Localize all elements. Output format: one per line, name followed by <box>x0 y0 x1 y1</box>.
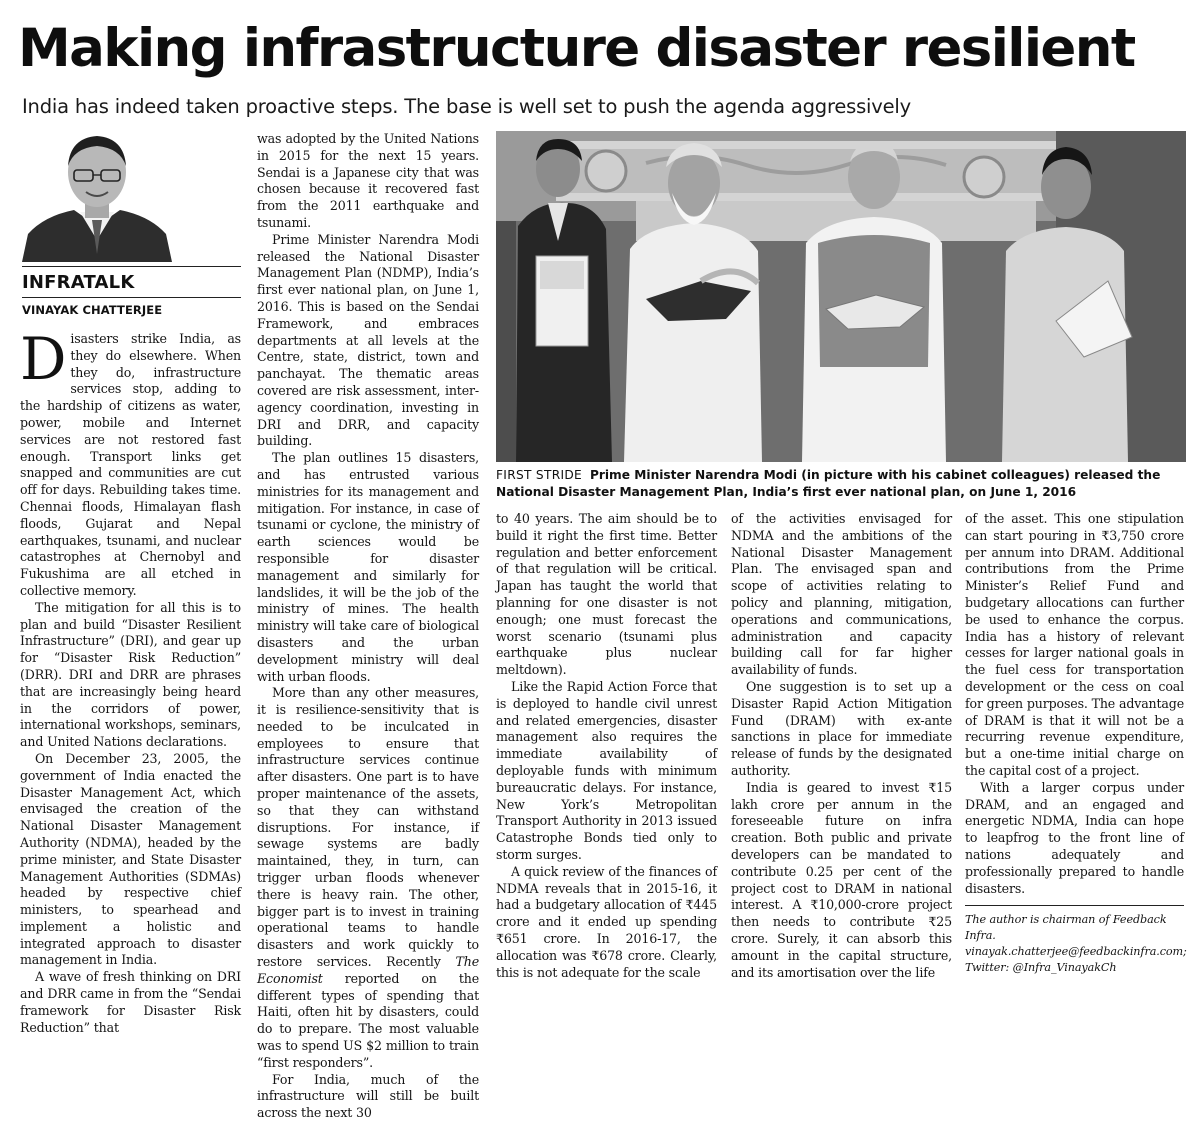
body-paragraph: to 40 years. The aim should be to build it right the first time. Better regulation and better enforcement of that regulation will be critical. Japan has taught the world that planning for one disaster is not enough; one must forecast the worst scenario (tsunami plus earthquake plus nuclear meltdown). <box>496 511 717 678</box>
column-rule-middle <box>22 297 241 298</box>
publication-name: The Economist <box>257 954 479 986</box>
body-paragraph: A wave of fresh thinking on DRI and DRR came in from the “Sendai framework for Disaster Risk Reduction” that <box>20 969 241 1035</box>
headline: Making infrastructure disaster resilient <box>18 18 1135 79</box>
body-paragraph: With a larger corpus under DRAM, and an engaged and energetic NDMA, India can hope to leapfrog to the front line of nations adequately and professionally prepared to handle disasters. <box>965 779 1184 896</box>
body-paragraph: For India, much of the infrastructure will still be built across the next 30 <box>257 1071 479 1121</box>
author-portrait <box>22 130 172 262</box>
body-column-4 <box>731 511 952 980</box>
body-column-3 <box>496 511 717 980</box>
body-paragraph: A quick review of the finances of NDMA reveals that in 2015-16, it had a budgetary allocation of ₹445 crore and it ended up spending ₹651 crore. In 2016-17, the allocation was ₹678 crore. Clearly, this is not adequate for the scale <box>496 863 717 980</box>
body-column-1 <box>20 325 241 1035</box>
body-column-5 <box>965 511 1187 975</box>
body-paragraph: One suggestion is to set up a Disaster Rapid Action Mitigation Fund (DRAM) with ex-ante sanctions in place for immediate release of funds by the designated authority. <box>731 678 952 778</box>
body-column-2 <box>257 131 479 1121</box>
body-paragraph: The mitigation for all this is to plan and build “Disaster Resilient Infrastructure” (DRI), and gear up for “Disaster Risk Reduction” (DRR). DRI and DRR are phrases that are increasingly being heard in the corridors of power, international workshops, seminars, and United Nations declarations. <box>20 599 241 750</box>
body-paragraph: was adopted by the United Nations in 2015 for the next 15 years. Sendai is a Japanese city that was chosen because it recovered fast from the 2011 earthquake and tsunami. <box>257 131 479 230</box>
body-paragraph: Like the Rapid Action Force that is deployed to handle civil unrest and related emergencies, disaster management also requires the immediate availability of deployable funds with minimum bureaucratic delays. For instance, New York’s Metropolitan Transport Authority in 2013 issued Catastrophe Bonds tied only to storm surges. <box>496 678 717 862</box>
photo-caption <box>496 467 1186 502</box>
caption-label: FIRST STRIDE <box>496 468 583 482</box>
news-photo <box>496 131 1186 462</box>
column-label: INFRATALK <box>22 272 135 293</box>
body-paragraph: Disasters strike India, as they do elsewhere. When they do, infrastructure services stop, adding to the hardship of citizens as water, power, mobile and Internet services are not restored fast enough. Transport links get snapped and communities are cut off for days. Rebuilding takes time. Chennai floods, Himalayan flash floods, Gujarat and Nepal earthquakes, tsunami, and nuclear catastrophes at Chernobyl and Fukushima are all etched in collective memory. <box>20 325 241 598</box>
caption-text: Prime Minister Narendra Modi (in picture with his cabinet colleagues) released the National Disaster Management Plan, India’s first ever national plan, on June 1, 2016 <box>496 468 1161 500</box>
author-twitter: Twitter: @Infra_VinayakCh <box>965 961 1117 975</box>
author-footnote <box>965 912 1187 976</box>
body-paragraph: of the activities envisaged for NDMA and the ambitions of the National Disaster Management Plan. The envisaged span and scope of activities relating to policy and planning, mitigation, operations and communications, administration and capacity building call for far higher availability of funds. <box>731 511 952 678</box>
body-paragraph: More than any other measures, it is resilience-sensitivity that is needed to be inculcated in employees to ensure that infrastructure services continue after disasters. One part is to have proper maintenance of the assets, so that they can withstand disruptions. For instance, if sewage systems are badly maintained, they, in turn, can trigger urban floods whenever there is heavy rain. The other, bigger part is to invest in training operational teams to handle disasters and work quickly to restore services. Recently The Economist reported on the different types of spending that Haiti, often hit by disasters, could do to prepare. The most valuable was to spend US $2 million to train “first responders”. <box>257 685 479 1070</box>
column-rule-top <box>22 266 241 267</box>
footnote-line: The author is chairman of Feedback Infra. <box>965 913 1167 943</box>
drop-cap: D <box>20 325 67 393</box>
author-email: vinayak.chatterjee@feedbackinfra.com; <box>965 945 1187 959</box>
deck-subheadline: India has indeed taken proactive steps. The base is well set to push the agenda aggressively <box>22 95 911 118</box>
author-byline: VINAYAK CHATTERJEE <box>22 303 163 317</box>
body-paragraph: Prime Minister Narendra Modi released the National Disaster Management Plan (NDMP), India’s first ever national plan, on June 1, 2016. This is based on the Sendai Framework, and embraces departments at all levels at the Centre, state, district, town and panchayat. The thematic areas covered are risk assessment, inter-agency coordination, investing in DRI and DRR, and capacity building. <box>257 231 479 449</box>
footnote-rule <box>965 905 1184 906</box>
body-paragraph: of the asset. This one stipulation can start pouring in ₹3,750 crore per annum into DRAM. Additional contributions from the Prime Minister’s Relief Fund and budgetary allocations can further be used to enhance the corpus. India has a history of relevant cesses for larger national goals in the fuel cess for transportation development or the cess on coal for green purposes. The advantage of DRAM is that it will not be a recurring revenue expenditure, but a one-time initial charge on the capital cost of a project. <box>965 511 1184 778</box>
body-paragraph: The plan outlines 15 disasters, and has entrusted various ministries for its management and mitigation. For instance, in case of tsunami or cyclone, the ministry of earth sciences would be responsible for disaster management and similarly for landslides, it will be the job of the ministry of mines. The health ministry will take care of biological disasters and the urban development ministry will deal with urban floods. <box>257 450 479 684</box>
body-paragraph: On December 23, 2005, the government of India enacted the Disaster Management Act, which envisaged the creation of the National Disaster Management Authority (NDMA), headed by the prime minister, and State Disaster Management Authorities (SDMAs) headed by respective chief ministers, to spearhead and implement a holistic and integrated approach to disaster management in India. <box>20 750 241 968</box>
body-paragraph: India is geared to invest ₹15 lakh crore per annum in the foreseeable future on infra creation. Both public and private developers can be mandated to contribute 0.25 per cent of the project cost to DRAM in national interest. A ₹10,000-crore project then needs to contribute ₹25 crore. Surely, it can absorb this amount in the capital structure, and its amortisation over the life <box>731 779 952 980</box>
